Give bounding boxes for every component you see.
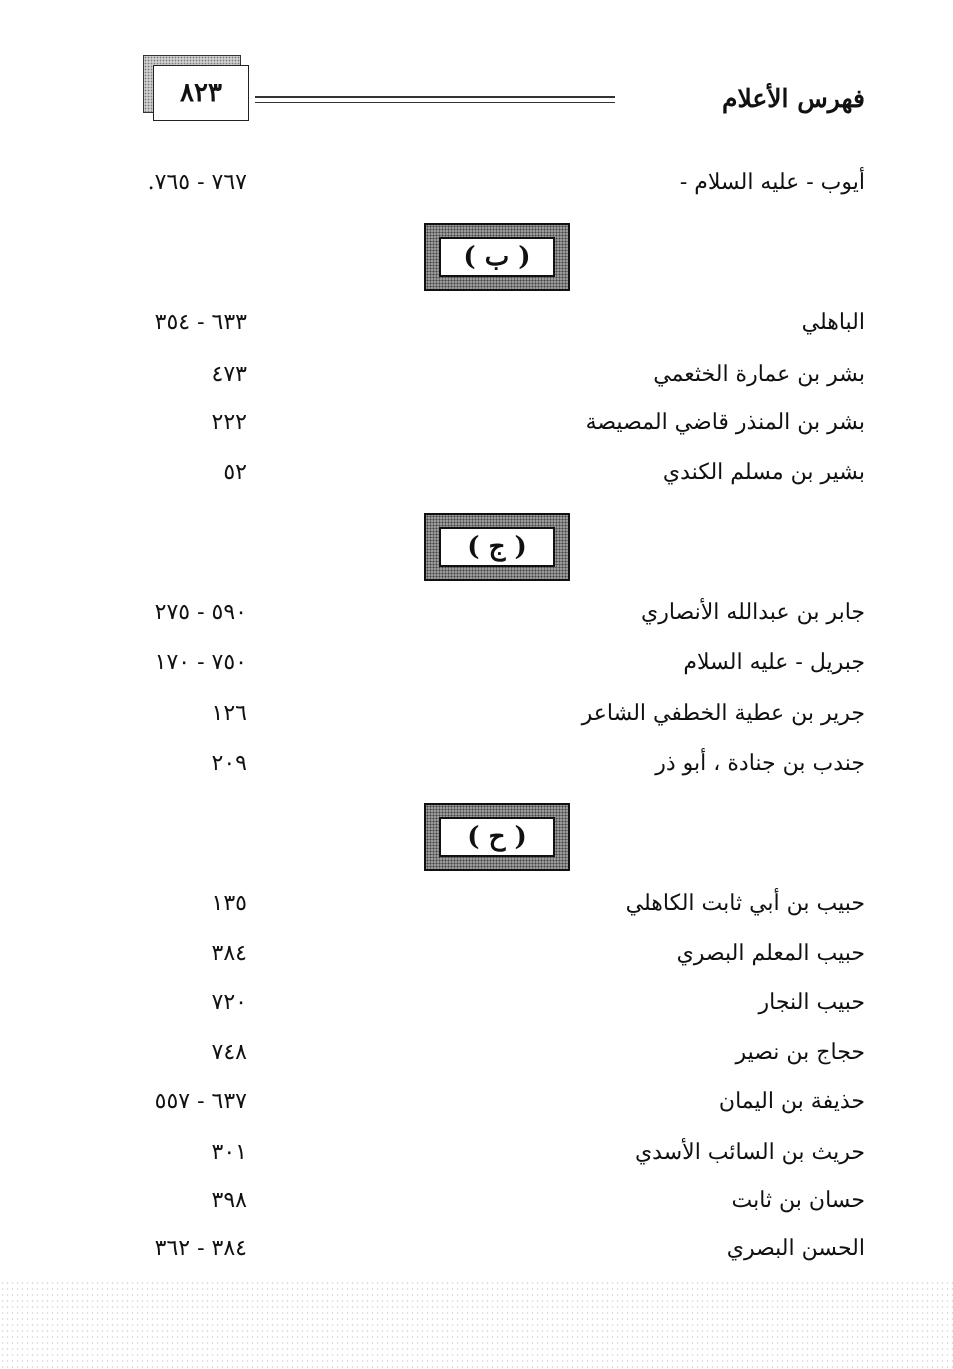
index-entry — [0, 170, 953, 206]
entry-pages: ٥٢ — [223, 460, 247, 485]
index-entry — [0, 362, 953, 398]
entry-name: حجاج بن نصير — [735, 1040, 865, 1065]
entry-pages: .٧٦٧ - ٧٦٥ — [147, 170, 247, 195]
entry-pages: ١٢٦ — [211, 701, 247, 726]
entry-pages: ٦٣٧ - ٥٥٧ — [154, 1089, 247, 1114]
index-entry — [0, 1140, 953, 1176]
section-letter: ( ح ) — [439, 817, 555, 857]
entry-name: حبيب المعلم البصري — [676, 941, 865, 966]
entry-name: أيوب - عليه السلام - — [679, 170, 865, 195]
index-entry — [0, 1089, 953, 1125]
section-letter: ( ب ) — [439, 237, 555, 277]
entry-name: حذيفة بن اليمان — [718, 1089, 865, 1114]
index-entry — [0, 650, 953, 686]
index-entry — [0, 891, 953, 927]
entry-name: الباهلي — [801, 310, 865, 335]
entry-pages: ٧٥٠ - ١٧٠ — [154, 650, 247, 675]
entry-name: بشر بن عمارة الخثعمي — [653, 362, 865, 387]
header-rule — [255, 96, 615, 103]
entry-pages: ٢٠٩ — [211, 751, 247, 776]
index-entry — [0, 990, 953, 1026]
entry-name: جرير بن عطية الخطفي الشاعر — [581, 701, 865, 726]
entry-pages: ١٣٥ — [211, 891, 247, 916]
index-entry — [0, 941, 953, 977]
entry-name: جابر بن عبدالله الأنصاري — [640, 600, 865, 625]
entry-name: جندب بن جنادة ، أبو ذر — [655, 751, 865, 776]
scan-noise — [0, 1280, 953, 1369]
index-entry — [0, 600, 953, 636]
entry-pages: ٣٩٨ — [211, 1188, 247, 1213]
entry-pages: ٣٠١ — [211, 1140, 247, 1165]
index-entry — [0, 410, 953, 446]
section-header-jim — [424, 513, 570, 581]
entry-pages: ٧٤٨ — [211, 1040, 247, 1065]
index-entry — [0, 701, 953, 737]
index-entry — [0, 1040, 953, 1076]
entry-pages: ٦٣٣ - ٣٥٤ — [154, 310, 247, 335]
entry-name: حبيب بن أبي ثابت الكاهلي — [625, 891, 865, 916]
entry-name: بشير بن مسلم الكندي — [662, 460, 865, 485]
index-entry — [0, 310, 953, 346]
section-header-ha — [424, 803, 570, 871]
entry-pages: ٣٨٤ - ٣٦٢ — [154, 1236, 247, 1261]
entry-name: حسان بن ثابت — [731, 1188, 865, 1213]
index-entry — [0, 1236, 953, 1272]
index-entry — [0, 1188, 953, 1224]
entry-name: جبريل - عليه السلام — [683, 650, 865, 675]
index-entry — [0, 460, 953, 496]
entry-name: الحسن البصري — [726, 1236, 865, 1261]
page-number: ٨٢٣ — [153, 65, 249, 121]
entry-pages: ٧٢٠ — [211, 990, 247, 1015]
entry-pages: ٤٧٣ — [211, 362, 247, 387]
page-number-box — [143, 55, 249, 121]
index-entry — [0, 751, 953, 787]
entry-name: حريث بن السائب الأسدي — [634, 1140, 865, 1165]
entry-name: حبيب النجار — [758, 990, 865, 1015]
entry-pages: ٥٩٠ - ٢٧٥ — [154, 600, 247, 625]
entry-pages: ٢٢٢ — [211, 410, 247, 435]
entry-name: بشر بن المنذر قاضي المصيصة — [585, 410, 865, 435]
page-title: فهرس الأعلام — [721, 84, 865, 113]
section-header-ba — [424, 223, 570, 291]
section-letter: ( ج ) — [439, 527, 555, 567]
entry-pages: ٣٨٤ — [211, 941, 247, 966]
